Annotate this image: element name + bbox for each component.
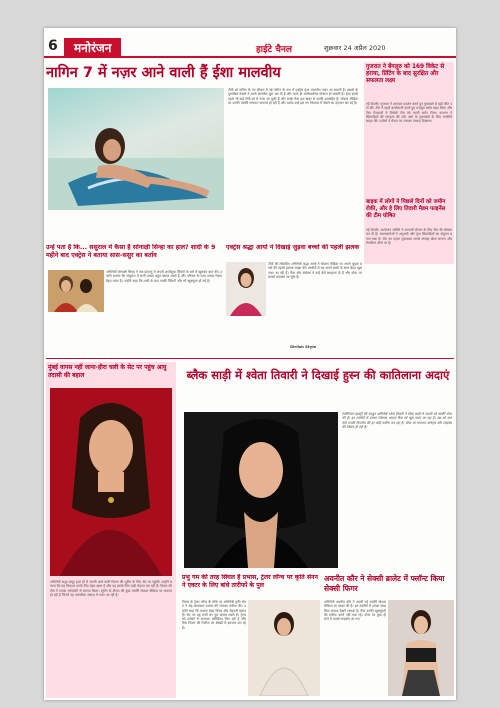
mid-left-body: अभिनेत्री सोनाक्षी सिन्हा ने एक इंटरव्यू में अपनी शादीशुदा ज़िंदगी के बारे में खुलकर बात की। उन्होंने बताया कि ससुराल में सभी उनका बहुत ख्याल रखते हैं और परिवार के साथ उनका रिश्ता बेहद प्यारा है। उन्होंने कहा कि शादी के बाद उनकी ज़िंदगी और भी खूबसूरत हो गई है।	[106, 270, 222, 283]
masthead	[44, 38, 456, 58]
lead-headline	[46, 62, 362, 86]
section-title: मनोरंजन	[64, 38, 121, 57]
prabhu-body: फिल्म के ट्रेलर लॉन्च के मौके पर अभिनेत्री कृति सेनन ने सह-कलाकार प्रभास की जमकर तारीफ की। उन्होंने कहा कि प्रभास बेहद विनम्र और मेहनती इंसान हैं। सेट पर वह सभी का पूरा ख्याल रखते हैं। ट्रेलर को दर्शकों से शानदार प्रतिक्रिया मिल रही है और फैंस फिल्म की रिलीज़ का बेसब्री से इंतज़ार कर रहे हैं।	[182, 600, 246, 630]
prabhu-photo	[248, 600, 320, 696]
mid-right-story	[226, 244, 362, 354]
shweta-photo	[184, 412, 338, 568]
lead-photo	[48, 88, 224, 210]
shraddha-photo	[50, 388, 172, 576]
side-column	[364, 62, 454, 264]
mid-left-headline: उन्हें पता है कि... ससुराल में कैसा है सोनाक्षी सिन्हा का हाल? शादी के 9 महीने बाद एक्ट्रेस ने बताया सास-ससुर का बर्ताव	[46, 244, 216, 259]
shweta-headline-text: ब्लैक साड़ी में श्वेता तिवारी ने दिखाई हुस्न की कातिलाना अदाएं	[186, 368, 450, 382]
shraddha-headline: मुंबई वापस नहीं जाना-हीरा चली के सेट पर पहुंच आयु तदासी की बहाल	[48, 364, 167, 379]
side-headline-2: बाइक में लोगों ने पिछले दिनों को जमीन रोकी, और हे लिए तिवारी मैडम फाइनेंस की टीम घोषित	[366, 199, 446, 219]
shweta-body: टेलीविजन इंडस्ट्री की मशहूर अभिनेत्री श्वेता तिवारी ने ब्लैक साड़ी में अपनी नई तस्वीरें शेयर की हैं। इन तस्वीरों में उनका ग्लैमरस अंदाज़ फैंस को खूब पसंद आ रहा है। उम्र को मात देती उनकी फिटनेस की हर कोई तारीफ कर रहा है। पोस्ट पर लगातार कमेंट्स और लाइक्स की बौछार हो रही है।	[342, 412, 452, 429]
mid-right-photo	[226, 262, 266, 316]
mid-right-headline: एक्ट्रेस श्रद्धा आर्या ने दिखाई जुड़वा बच्चों की पहली झलक	[226, 244, 360, 251]
paper-name: हाईटे चैनल	[256, 45, 293, 55]
side-body-2: नई दिल्ली। आयोजन समिति ने आगामी सीजन के लिए टीम की घोषणा कर दी है। चयनकर्ताओं ने अनुभवी और युवा खिलाड़ियों का संतुलन बनाए रखा है। टीम का पहला मुकाबला अगले सप्ताह खेला जाएगा और तैयारियां ज़ोरों पर हैं।	[366, 228, 452, 245]
lead-body: टीवी शो नागिन के नए सीज़न में नई नागिन के रूप में एक्ट्रेस ईशा मालवीय नज़र आ सकती हैं। खबरों के मुताबिक मेकर्स ने उनसे बातचीत शुरू कर दी है और जल्द ही आधिकारिक घोषणा हो सकती है। ईशा इससे पहले भी कई टीवी शो में नज़र आ चुकी हैं और उनके फैंस इस खबर से काफी उत्साहित हैं। सोशल मीडिया पर उनकी तस्वीरें लगातार वायरल हो रही हैं और दर्शक उन्हें इस नए किरदार में देखने का इंतज़ार कर रहे हैं।	[228, 88, 358, 105]
lead-headline-text: नागिन 7 में नज़र आने वाली हैं ईशा मालवीय	[46, 65, 281, 81]
issue-date: शुक्रवार 24 अप्रैल 2020	[324, 44, 386, 52]
side-body: नई दिल्ली। गुजरात ने शानदार प्रदर्शन करते हुए मुकाबले में बड़ी जीत दर्ज की। टीम ने पहले बल्लेबाजी करते हुए मजबूत स्कोर खड़ा किया और फिर गेंदबाजों ने विरोधी टीम को जल्दी समेट दिया। कप्तान ने खिलाड़ियों की सराहना की और आगे के मुकाबलों के लिए रणनीति साझा की। दर्शकों ने मैदान पर जमकर उत्साह दिखाया।	[366, 102, 452, 124]
avneet-body: अभिनेत्री अवनीत कौर ने अपनी नई तस्वीरें सोशल मीडिया पर साझा की हैं। इन तस्वीरों में उनका स्टाइलिश अंदाज़ देखने लायक है। फैंस उनकी खूबसूरती की तारीफ करते नहीं थक रहे। पोस्ट पर कुछ ही घंटों में लाखों लाइक्स आ गए।	[324, 600, 386, 622]
page-number: 6	[48, 38, 58, 54]
mid-left-photo	[48, 270, 104, 312]
side-headline: गुजरात ने बेंगलुरु को 169 विकेट से हराया, प्रिंटिंग के बाद सुरक्षित और सफलता लक्ष्य	[366, 64, 445, 84]
mid-left-story	[46, 244, 222, 354]
shraddha-body: अभिनेत्री श्रद्धा कपूर हाल ही में अपनी आने वाली फिल्म की शूटिंग के लिए सेट पर पहुंचीं। उन्होंने बताया कि यह किरदार उनके लिए बेहद खास है और वह इसके लिए कड़ी मेहनत कर रही हैं। फिल्म की टीम ने उनका गर्मजोशी से स्वागत किया। शूटिंग के दौरान की कुछ तस्वीरें सोशल मीडिया पर वायरल हो रही हैं जिनमें वह पारंपरिक अंदाज़ में नज़र आ रही हैं।	[50, 580, 172, 597]
mid-right-body: टीवी की लोकप्रिय अभिनेत्री श्रद्धा आर्या ने सोशल मीडिया पर अपने जुड़वा बच्चों की पहली झलक साझा की। तस्वीरों में वह अपने बच्चों के साथ बेहद खुश नज़र आ रही हैं। फैंस और सेलेब्स ने उन्हें ढेरों बधाइयां दी हैं और पोस्ट पर लाखों लाइक्स आ चुके हैं।	[268, 262, 362, 279]
prabhu-story	[182, 574, 320, 698]
newspaper-page	[44, 28, 456, 700]
prabhu-headline: प्रभु गम की तरह सिंघल है प्रभास, ट्रेलर लॉन्च पर कृति सेनन ने एक्टर के लिए बांधे तारीफों के पुल	[182, 574, 318, 589]
avneet-story	[324, 574, 454, 698]
section-divider	[46, 358, 454, 359]
avneet-photo	[388, 600, 454, 696]
mid-right-credit: Girlish Style	[290, 344, 317, 349]
shweta-headline	[182, 368, 454, 408]
shraddha-story	[46, 362, 176, 698]
avneet-headline: अवनीत कौर ने सेक्सी ब्रालेट में फ्लॉन्ट किया सेक्सी फिगर	[324, 574, 445, 593]
